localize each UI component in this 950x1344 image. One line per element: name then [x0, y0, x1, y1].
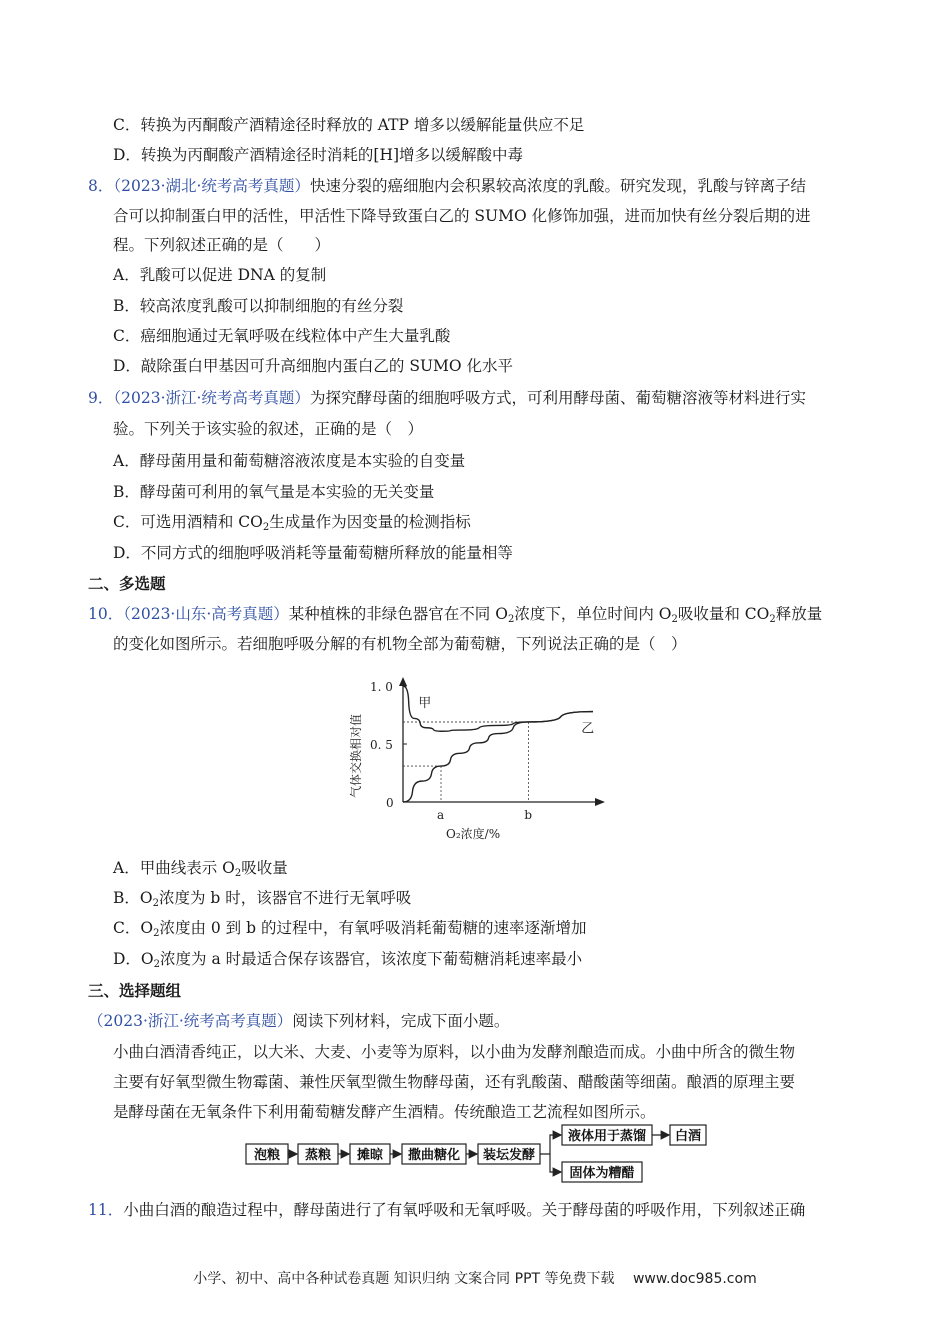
q10-option-d: [113, 948, 582, 970]
q10-option-a-text2: 吸收量: [241, 859, 288, 877]
q10-option-c-text2: 浓度由 0 到 b 的过程中，有氧呼吸消耗葡萄糖的速率逐渐增加: [159, 919, 587, 937]
chart-series: [403, 686, 593, 802]
page-footer: 小学、初中、高中各种试卷真题 知识归纳 文案合同 PPT 等免费下载 www.doc985.com: [193, 1271, 757, 1287]
q10-option-a-sub: 2: [234, 868, 242, 879]
q9-option-c-sub: 2: [262, 522, 270, 533]
q7-option-d: D．转换为丙酮酸产酒精途径时消耗的[H]增多以缓解酸中毒: [113, 146, 524, 164]
q10-option-b-text2: 浓度为 b 时，该器官不进行无氧呼吸: [158, 889, 412, 907]
brewing-flow-diagram: [240, 1124, 710, 1186]
chart-y-arrow: [399, 677, 407, 686]
q11-stem-text1: 小曲白酒的酿造过程中，酵母菌进行了有氧呼吸和无氧呼吸。关于酵母菌的呼吸作用，下列叙述正确: [123, 1201, 806, 1219]
q10-stem-line2: 的变化如图所示。若细胞呼吸分解的有机物全部为葡萄糖，下列说法正确的是（ ）: [113, 635, 687, 653]
q10-option-a-text1: A．甲曲线表示 O: [113, 859, 235, 877]
chart-series-line-jia: [403, 686, 593, 731]
q10-option-b-sub: 2: [152, 898, 159, 909]
q10-option-d-sub: 2: [153, 959, 161, 970]
group-paragraph-line3: 是酵母菌在无氧条件下利用葡萄糖发酵产生酒精。传统酿造工艺流程如图所示。: [113, 1103, 656, 1121]
chart-ytick-05: 0. 5: [370, 738, 393, 752]
q8-stem-line2: 合可以抑制蛋白甲的活性，甲活性下降导致蛋白乙的 SUMO 化修饰加强，进而加快有丝分裂后期的进: [113, 207, 811, 225]
q10-stem-d: 释放量: [775, 605, 823, 623]
q9-option-c-text1: C．可选用酒精和 CO: [113, 513, 263, 531]
chart-ytick-1: 1. 0: [370, 680, 393, 694]
q11-number: 11．: [88, 1201, 124, 1219]
q7-option-c: C．转换为丙酮酸产酒精途径时释放的 ATP 增多以缓解能量供应不足: [113, 116, 585, 134]
flow-step-3: 摊晾: [356, 1148, 384, 1163]
flow-step-5: 装坛发酵: [482, 1148, 536, 1163]
group-paragraph-line1: 小曲白酒清香纯正，以大米、大麦、小麦等为原料，以小曲为发酵剂酿造而成。小曲中所含的微生物: [113, 1043, 796, 1061]
q8-stem-text1: 快速分裂的癌细胞内会积累较高浓度的乳酸。研究发现，乳酸与锌离子结: [309, 177, 806, 195]
q9-source: （2023·浙江·统考高考真题）: [113, 389, 310, 407]
chart-xlabel: O₂浓度/%: [446, 827, 501, 841]
q10-stem-b: 浓度下，单位时间内 O: [514, 605, 672, 623]
q8-option-a: A．乳酸可以促进 DNA 的复制: [113, 266, 327, 284]
chart-xtick-b: b: [524, 808, 533, 822]
q10-number: 10．: [88, 605, 124, 623]
q8-number: 8．: [88, 177, 114, 195]
group-intro: [88, 1010, 509, 1032]
q9-option-a: A．酵母菌用量和葡萄糖溶液浓度是本实验的自变量: [113, 452, 466, 470]
q10-sub-3: 2: [769, 614, 776, 625]
chart-series-label-yi: 乙: [581, 721, 595, 737]
q9-option-c: [113, 511, 471, 533]
q10-stem-line1: [88, 603, 822, 625]
q8-option-c: C．癌细胞通过无氧呼吸在线粒体中产生大量乳酸: [113, 327, 451, 345]
q8-option-b: B．较高浓度乳酸可以抑制细胞的有丝分裂: [113, 297, 404, 315]
q10-option-a: [113, 857, 288, 879]
section-multi-choice-heading: 二、多选题: [88, 575, 166, 593]
q10-option-d-text1: D．O: [113, 950, 154, 968]
q9-option-c-text2: 生成量作为因变量的检测指标: [269, 513, 471, 531]
q10-sub-2: 2: [671, 614, 678, 625]
q9-option-b: B．酵母菌可利用的氧气量是本实验的无关变量: [113, 483, 435, 501]
q10-sub-1: 2: [507, 614, 515, 625]
flow-step-1: 泡粮: [253, 1148, 281, 1163]
flow-arrow-branch-top: [540, 1135, 561, 1154]
chart-ylabel: 气体交换相对值: [349, 713, 363, 798]
q9-stem-text1: 为探究酵母菌的细胞呼吸方式，可利用酵母菌、葡萄糖溶液等材料进行实: [309, 389, 806, 407]
q8-stem-line3: 程。下列叙述正确的是（ ）: [113, 236, 331, 254]
flow-branch-top: 液体用于蒸馏: [567, 1129, 647, 1144]
group-intro-text: 阅读下列材料，完成下面小题。: [292, 1012, 510, 1030]
q10-option-d-text2: 浓度为 a 时最适合保存该器官，该浓度下葡萄糖消耗速率最小: [160, 950, 583, 968]
chart-series-label-jia: 甲: [418, 695, 432, 711]
flow-result-top: 白酒: [674, 1129, 702, 1144]
flow-branch-bottom: 固体为糟醋: [569, 1166, 635, 1181]
chart-ytick-0: 0: [386, 796, 394, 810]
q9-option-d: D．不同方式的细胞呼吸消耗等量葡萄糖所释放的能量相等: [113, 544, 513, 562]
q10-option-c: [113, 917, 586, 939]
flow-step-2: 蒸粮: [304, 1148, 332, 1163]
chart-xtick-a: a: [437, 808, 445, 822]
chart-guides: [403, 722, 528, 802]
q8-stem-line1: [88, 175, 806, 197]
q8-source: （2023·湖北·统考高考真题）: [113, 177, 310, 195]
q10-option-c-sub: 2: [153, 928, 160, 939]
q10-option-b-text1: B．O: [113, 889, 153, 907]
q9-number: 9．: [88, 389, 114, 407]
q9-stem-line1: [88, 387, 806, 409]
chart-x-arrow: [595, 798, 605, 806]
q11-stem-line1: [88, 1199, 805, 1221]
group-source: （2023·浙江·统考高考真题）: [88, 1012, 293, 1030]
gas-exchange-chart: [340, 672, 620, 852]
section-question-group-heading: 三、选择题组: [88, 982, 182, 1000]
q10-option-c-text1: C．O: [113, 919, 154, 937]
flow-step-4: 撒曲糖化: [407, 1148, 461, 1163]
q8-option-d: D．敲除蛋白甲基因可升高细胞内蛋白乙的 SUMO 化水平: [113, 357, 514, 375]
group-paragraph-line2: 主要有好氧型微生物霉菌、兼性厌氧型微生物酵母菌，还有乳酸菌、醋酸菌等细菌。酿酒的原理主要: [113, 1073, 796, 1091]
q10-option-b: [113, 887, 411, 909]
q10-stem-c: 吸收量和 CO: [677, 605, 770, 623]
flow-arrow-branch-bottom: [550, 1154, 561, 1172]
q10-source: （2023·山东·高考真题）: [123, 605, 289, 623]
q9-stem-line2: 验。下列关于该实验的叙述，正确的是（ ）: [113, 420, 424, 438]
q10-stem-a: 某种植株的非绿色器官在不同 O: [288, 605, 508, 623]
